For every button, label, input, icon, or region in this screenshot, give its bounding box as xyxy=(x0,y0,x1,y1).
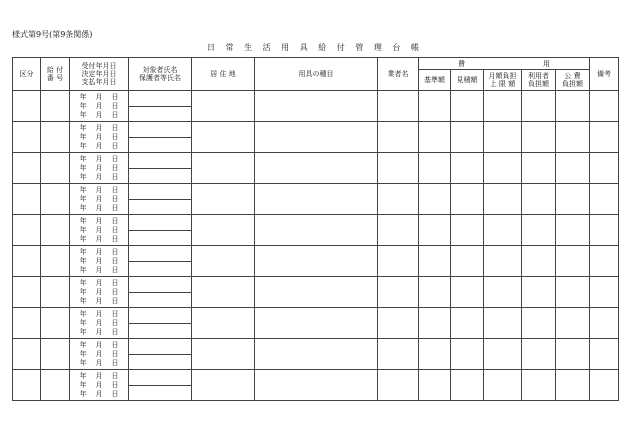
header-base-amount: 基準額 xyxy=(419,70,451,91)
header-number xyxy=(41,58,70,91)
cell-monthly-cap[interactable] xyxy=(484,122,522,153)
cell-category[interactable] xyxy=(13,370,41,401)
cell-estimate[interactable] xyxy=(451,370,484,401)
cell-residence[interactable] xyxy=(192,370,255,401)
header-names-line1: 対象者氏名 xyxy=(142,66,178,74)
names-divider xyxy=(129,199,191,200)
cell-names[interactable] xyxy=(129,277,192,308)
cell-remarks[interactable] xyxy=(590,184,619,215)
cell-base-amount[interactable] xyxy=(419,122,451,153)
cell-user-share[interactable] xyxy=(522,122,556,153)
ledger-row xyxy=(13,277,619,308)
cell-monthly-cap[interactable] xyxy=(484,308,522,339)
cell-remarks[interactable] xyxy=(590,153,619,184)
cell-user-share[interactable] xyxy=(522,246,556,277)
cell-base-amount[interactable] xyxy=(419,370,451,401)
date-line-paid: 年 月 日 xyxy=(79,235,119,243)
header-category: 区分 xyxy=(13,58,41,91)
cell-names[interactable] xyxy=(129,339,192,370)
date-line-received: 年 月 日 xyxy=(79,279,119,287)
header-residence: 居 住 地 xyxy=(192,58,255,91)
cell-residence[interactable] xyxy=(192,91,255,122)
cell-base-amount[interactable] xyxy=(419,215,451,246)
cell-dates[interactable] xyxy=(70,184,129,215)
cell-public-share[interactable] xyxy=(556,308,590,339)
date-line-received: 年 月 日 xyxy=(79,124,119,132)
cell-remarks[interactable] xyxy=(590,122,619,153)
date-line-decided: 年 月 日 xyxy=(79,102,119,110)
cell-number[interactable] xyxy=(41,215,70,246)
cell-public-share[interactable] xyxy=(556,122,590,153)
date-line-paid: 年 月 日 xyxy=(79,297,119,305)
cell-user-share[interactable] xyxy=(522,184,556,215)
cell-base-amount[interactable] xyxy=(419,277,451,308)
header-estimate: 見積額 xyxy=(451,70,484,91)
cell-remarks[interactable] xyxy=(590,370,619,401)
cell-category[interactable] xyxy=(13,308,41,339)
cell-public-share[interactable] xyxy=(556,215,590,246)
names-divider xyxy=(129,323,191,324)
cell-base-amount[interactable] xyxy=(419,246,451,277)
cell-monthly-cap[interactable] xyxy=(484,246,522,277)
date-line-decided: 年 月 日 xyxy=(79,319,119,327)
cell-public-share[interactable] xyxy=(556,184,590,215)
names-divider xyxy=(129,354,191,355)
cell-base-amount[interactable] xyxy=(419,308,451,339)
cell-vendor[interactable] xyxy=(378,153,419,184)
cell-monthly-cap[interactable] xyxy=(484,184,522,215)
date-line-paid: 年 月 日 xyxy=(79,328,119,336)
cell-base-amount[interactable] xyxy=(419,153,451,184)
cell-remarks[interactable] xyxy=(590,215,619,246)
cell-dates[interactable] xyxy=(70,122,129,153)
cell-user-share[interactable] xyxy=(522,308,556,339)
cell-public-share[interactable] xyxy=(556,153,590,184)
cell-remarks[interactable] xyxy=(590,339,619,370)
ledger-row xyxy=(13,91,619,122)
cell-number[interactable] xyxy=(41,246,70,277)
date-line-decided: 年 月 日 xyxy=(79,164,119,172)
cell-item-type[interactable] xyxy=(255,153,378,184)
cell-estimate[interactable] xyxy=(451,153,484,184)
header-dates-line1: 受付年月日 xyxy=(81,62,117,70)
cell-estimate[interactable] xyxy=(451,277,484,308)
cell-number[interactable] xyxy=(41,308,70,339)
cell-monthly-cap[interactable] xyxy=(484,153,522,184)
header-user-line2: 負担額 xyxy=(528,80,549,88)
date-line-decided: 年 月 日 xyxy=(79,133,119,141)
header-cost-right: 用 xyxy=(543,59,550,68)
cell-names[interactable] xyxy=(129,153,192,184)
cell-item-type[interactable] xyxy=(255,91,378,122)
cell-user-share[interactable] xyxy=(522,91,556,122)
cell-vendor[interactable] xyxy=(378,339,419,370)
cell-vendor[interactable] xyxy=(378,184,419,215)
cell-dates[interactable] xyxy=(70,215,129,246)
date-line-paid: 年 月 日 xyxy=(79,111,119,119)
cell-user-share[interactable] xyxy=(522,215,556,246)
date-line-paid: 年 月 日 xyxy=(79,266,119,274)
cell-vendor[interactable] xyxy=(378,308,419,339)
header-names-line2: 保護者等氏名 xyxy=(139,74,181,82)
cell-item-type[interactable] xyxy=(255,246,378,277)
cell-number[interactable] xyxy=(41,339,70,370)
cell-names[interactable] xyxy=(129,91,192,122)
cell-monthly-cap[interactable] xyxy=(484,91,522,122)
cell-monthly-cap[interactable] xyxy=(484,370,522,401)
cell-names[interactable] xyxy=(129,246,192,277)
names-divider xyxy=(129,385,191,386)
cell-vendor[interactable] xyxy=(378,370,419,401)
ledger-row xyxy=(13,215,619,246)
cell-user-share[interactable] xyxy=(522,339,556,370)
date-line-paid: 年 月 日 xyxy=(79,390,119,398)
cell-estimate[interactable] xyxy=(451,122,484,153)
cell-public-share[interactable] xyxy=(556,277,590,308)
cell-user-share[interactable] xyxy=(522,277,556,308)
cell-names[interactable] xyxy=(129,308,192,339)
ledger-row xyxy=(13,246,619,277)
cell-residence[interactable] xyxy=(192,184,255,215)
date-line-received: 年 月 日 xyxy=(79,217,119,225)
names-divider xyxy=(129,261,191,262)
cell-number[interactable] xyxy=(41,184,70,215)
cell-dates[interactable] xyxy=(70,246,129,277)
form-code: 様式第9号(第9条関係) xyxy=(12,30,93,39)
header-monthly-cap xyxy=(484,70,522,91)
date-line-received: 年 月 日 xyxy=(79,248,119,256)
cell-item-type[interactable] xyxy=(255,370,378,401)
names-divider xyxy=(129,137,191,138)
date-line-received: 年 月 日 xyxy=(79,372,119,380)
cell-monthly-cap[interactable] xyxy=(484,277,522,308)
ledger-row xyxy=(13,184,619,215)
cell-public-share[interactable] xyxy=(556,91,590,122)
header-number-line2: 番 号 xyxy=(46,74,64,82)
date-line-decided: 年 月 日 xyxy=(79,350,119,358)
cell-base-amount[interactable] xyxy=(419,339,451,370)
ledger-row xyxy=(13,339,619,370)
cell-names[interactable] xyxy=(129,184,192,215)
header-number-line1: 給 付 xyxy=(46,66,64,74)
cell-monthly-cap[interactable] xyxy=(484,339,522,370)
header-remarks: 備考 xyxy=(590,58,619,91)
cell-residence[interactable] xyxy=(192,339,255,370)
header-dates-line2: 決定年月日 xyxy=(81,70,117,78)
cell-number[interactable] xyxy=(41,277,70,308)
cell-names[interactable] xyxy=(129,370,192,401)
cell-public-share[interactable] xyxy=(556,339,590,370)
date-line-decided: 年 月 日 xyxy=(79,381,119,389)
cell-base-amount[interactable] xyxy=(419,91,451,122)
cell-estimate[interactable] xyxy=(451,339,484,370)
date-line-received: 年 月 日 xyxy=(79,341,119,349)
date-line-received: 年 月 日 xyxy=(79,155,119,163)
cell-estimate[interactable] xyxy=(451,91,484,122)
cell-residence[interactable] xyxy=(192,277,255,308)
names-divider xyxy=(129,292,191,293)
cell-remarks[interactable] xyxy=(590,277,619,308)
cell-vendor[interactable] xyxy=(378,122,419,153)
header-public-share xyxy=(556,70,590,91)
cell-dates[interactable] xyxy=(70,339,129,370)
cell-remarks[interactable] xyxy=(590,246,619,277)
cell-dates[interactable] xyxy=(70,153,129,184)
header-user-share xyxy=(522,70,556,91)
cell-category[interactable] xyxy=(13,215,41,246)
cell-item-type[interactable] xyxy=(255,184,378,215)
cell-category[interactable] xyxy=(13,277,41,308)
cell-category[interactable] xyxy=(13,246,41,277)
cell-remarks[interactable] xyxy=(590,91,619,122)
cell-residence[interactable] xyxy=(192,153,255,184)
cell-vendor[interactable] xyxy=(378,277,419,308)
cell-residence[interactable] xyxy=(192,246,255,277)
cell-category[interactable] xyxy=(13,339,41,370)
cell-public-share[interactable] xyxy=(556,246,590,277)
names-divider xyxy=(129,230,191,231)
header-dates xyxy=(70,58,129,91)
cell-estimate[interactable] xyxy=(451,308,484,339)
date-line-decided: 年 月 日 xyxy=(79,226,119,234)
cell-estimate[interactable] xyxy=(451,184,484,215)
cell-category[interactable] xyxy=(13,153,41,184)
names-divider xyxy=(129,168,191,169)
date-line-decided: 年 月 日 xyxy=(79,257,119,265)
ledger-row xyxy=(13,122,619,153)
date-line-paid: 年 月 日 xyxy=(79,173,119,181)
date-line-paid: 年 月 日 xyxy=(79,204,119,212)
cell-residence[interactable] xyxy=(192,215,255,246)
ledger-row xyxy=(13,153,619,184)
cell-dates[interactable] xyxy=(70,370,129,401)
header-monthly-line2: 上 限 額 xyxy=(489,80,516,88)
header-names xyxy=(129,58,192,91)
header-vendor: 業者名 xyxy=(378,58,419,91)
cell-number[interactable] xyxy=(41,370,70,401)
cell-item-type[interactable] xyxy=(255,277,378,308)
cell-dates[interactable] xyxy=(70,277,129,308)
ledger-body xyxy=(13,91,619,401)
cell-item-type[interactable] xyxy=(255,122,378,153)
date-line-decided: 年 月 日 xyxy=(79,195,119,203)
cell-names[interactable] xyxy=(129,122,192,153)
header-monthly-line1: 月額負担 xyxy=(488,72,517,80)
cell-number[interactable] xyxy=(41,153,70,184)
cell-names[interactable] xyxy=(129,215,192,246)
cell-public-share[interactable] xyxy=(556,370,590,401)
cell-vendor[interactable] xyxy=(378,246,419,277)
date-line-received: 年 月 日 xyxy=(79,186,119,194)
cell-vendor[interactable] xyxy=(378,215,419,246)
cell-item-type[interactable] xyxy=(255,308,378,339)
names-divider xyxy=(129,106,191,107)
date-line-received: 年 月 日 xyxy=(79,93,119,101)
cell-number[interactable] xyxy=(41,91,70,122)
cell-category[interactable] xyxy=(13,184,41,215)
cell-number[interactable] xyxy=(41,122,70,153)
cell-dates[interactable] xyxy=(70,308,129,339)
header-dates-line3: 支払年月日 xyxy=(81,78,117,86)
ledger-row xyxy=(13,308,619,339)
ledger-table xyxy=(12,57,619,401)
cell-estimate[interactable] xyxy=(451,215,484,246)
cell-vendor[interactable] xyxy=(378,91,419,122)
cell-category[interactable] xyxy=(13,91,41,122)
cell-monthly-cap[interactable] xyxy=(484,215,522,246)
header-item-type: 用具の種目 xyxy=(255,58,378,91)
cell-residence[interactable] xyxy=(192,308,255,339)
date-line-decided: 年 月 日 xyxy=(79,288,119,296)
cell-residence[interactable] xyxy=(192,122,255,153)
header-cost-left: 費 xyxy=(458,59,465,68)
cell-estimate[interactable] xyxy=(451,246,484,277)
header-cost xyxy=(419,58,590,70)
header-public-line2: 負担額 xyxy=(562,80,583,88)
cell-dates[interactable] xyxy=(70,91,129,122)
ledger-row xyxy=(13,370,619,401)
date-line-paid: 年 月 日 xyxy=(79,142,119,150)
document-title: 日 常 生 活 用 具 給 付 管 理 台 帳 xyxy=(207,43,423,52)
cell-user-share[interactable] xyxy=(522,370,556,401)
cell-remarks[interactable] xyxy=(590,308,619,339)
date-line-paid: 年 月 日 xyxy=(79,359,119,367)
header-public-line1: 公 費 xyxy=(564,72,581,80)
cell-category[interactable] xyxy=(13,122,41,153)
cell-item-type[interactable] xyxy=(255,339,378,370)
header-user-line1: 利用者 xyxy=(528,72,549,80)
cell-item-type[interactable] xyxy=(255,215,378,246)
cell-user-share[interactable] xyxy=(522,153,556,184)
cell-base-amount[interactable] xyxy=(419,184,451,215)
date-line-received: 年 月 日 xyxy=(79,310,119,318)
